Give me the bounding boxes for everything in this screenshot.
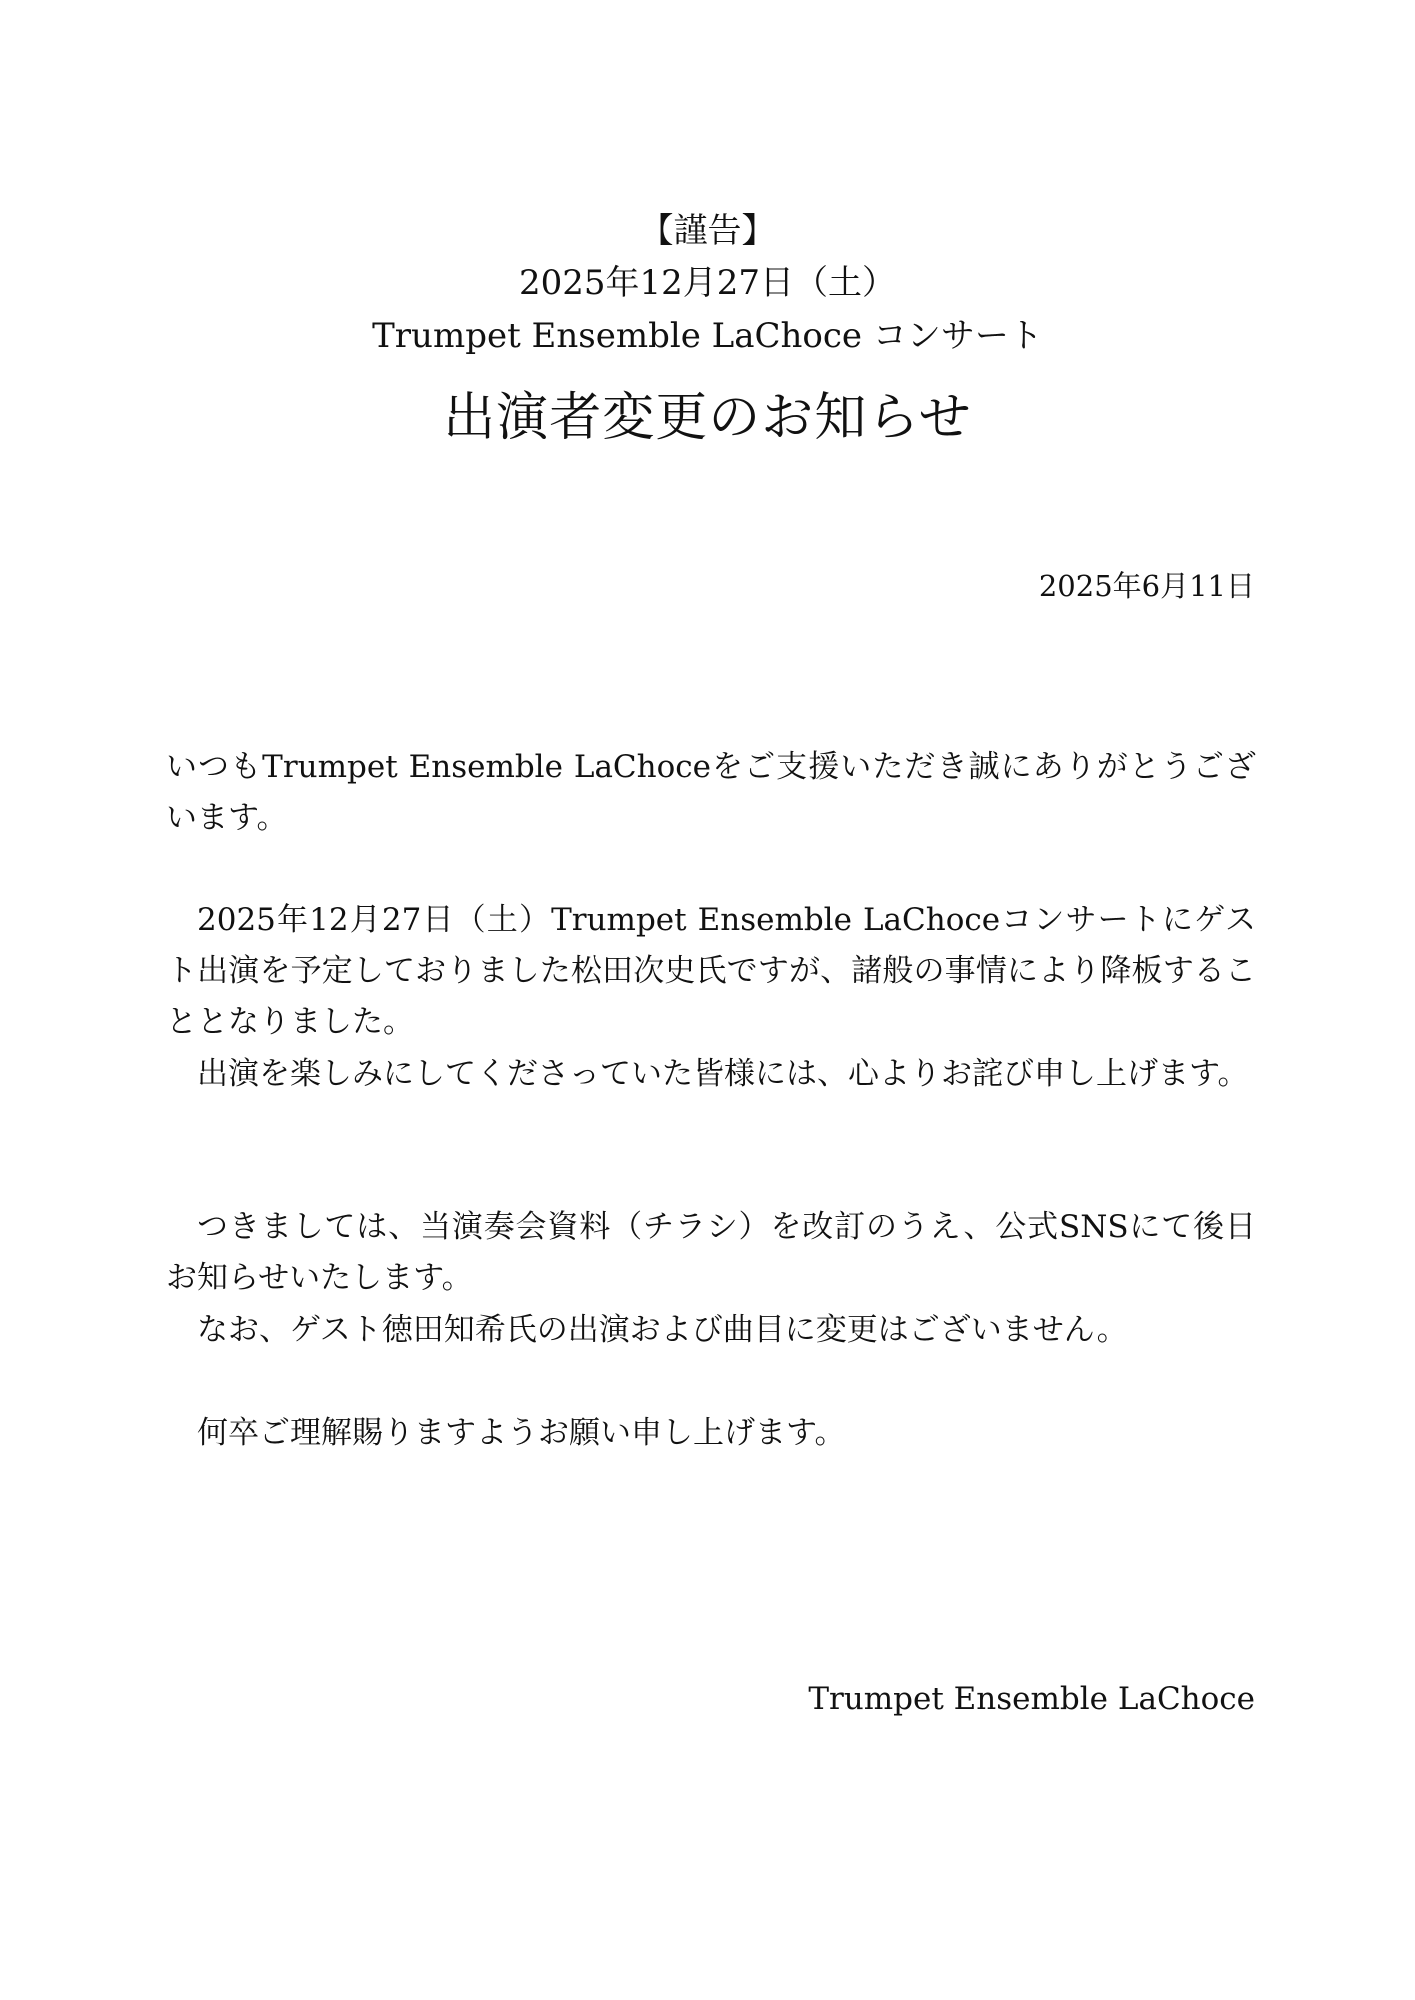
paragraph-revision: つきましては、当演奏会資料（チラシ）を改訂のうえ、公式SNSにて後日お知らせいたします。 — [166, 1209, 1256, 1296]
paragraph-apology: 出演を楽しみにしてくださっていた皆様には、心よりお詫び申し上げます。 — [197, 1056, 1249, 1092]
notice-label: 【謹告】 — [639, 211, 776, 251]
event-date: 2025年12月27日（土） — [518, 263, 897, 303]
issue-date: 2025年6月11日 — [1038, 569, 1255, 603]
concert-name: Trumpet Ensemble LaChoce コンサート — [372, 316, 1043, 356]
paragraph-greeting: いつもTrumpet Ensemble LaChoceをご支援いただき誠にありがとうございます。 — [166, 749, 1256, 836]
page-title: 出演者変更のお知らせ — [443, 388, 972, 448]
paragraph-cancellation: 2025年12月27日（土）Trumpet Ensemble LaChoceコンサートにゲスト出演を予定しておりました松田次史氏ですが、諸般の事情により降板することとなりました。 — [166, 902, 1256, 1040]
paragraph-no-change: なお、ゲスト徳田知希氏の出演および曲目に変更はございません。 — [197, 1312, 1128, 1348]
signature: Trumpet Ensemble LaChoce — [808, 1681, 1255, 1717]
paragraph-closing: 何卒ご理解賜りますようお願い申し上げます。 — [197, 1415, 846, 1451]
